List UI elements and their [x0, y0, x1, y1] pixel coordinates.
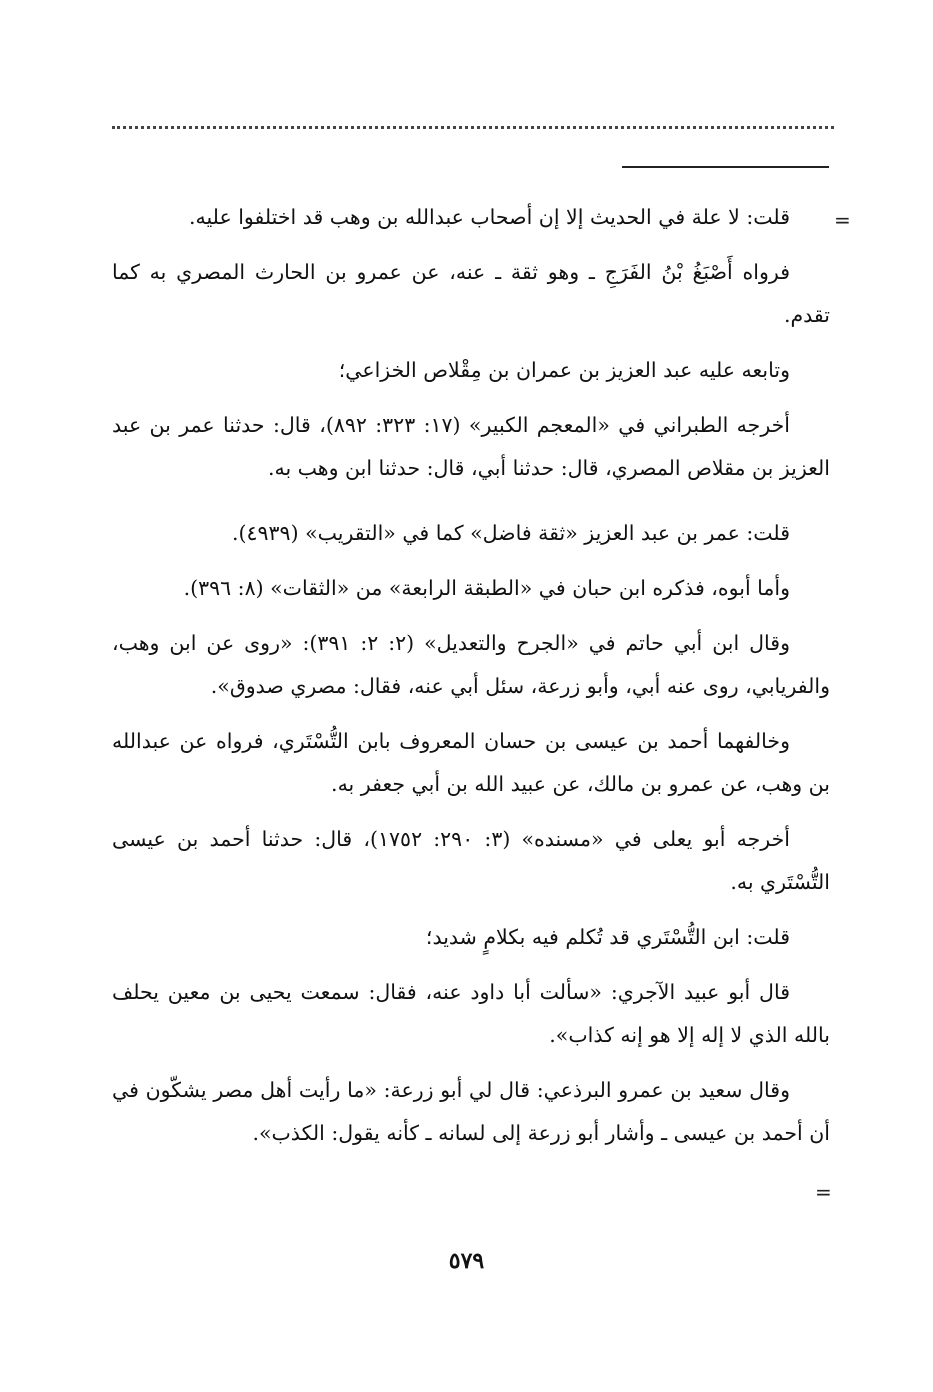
paragraph-12: وقال سعيد بن عمرو البرذعي: قال لي أبو زرعة: «ما رأيت أهل مصر يشكّون في أن أحمد بن عيسى ـ وأشار أبو زرعة إلى لسانه ـ كأنه يقول: الكذب». [112, 1078, 830, 1145]
paragraph-3: وتابعه عليه عبد العزيز بن عمران بن مِقْلاص الخزاعي؛ [338, 358, 790, 382]
paragraph-5: قلت: عمر بن عبد العزيز «ثقة فاضل» كما في «التقريب» (٤٩٣٩). [232, 521, 790, 545]
paragraph-7: وقال ابن أبي حاتم في «الجرح والتعديل» (٢: ٢: ٣٩١): «روى عن ابن وهب، والفريابي، روى عنه أبي، وأبو زرعة، سئل أبي عنه، فقال: مصري صدوق». [112, 631, 830, 698]
paragraph-9: أخرجه أبو يعلى في «مسنده» (٣: ٢٩٠: ١٧٥٢)، قال: حدثنا أحمد بن عيسى التُّسْتَري به. [112, 827, 830, 894]
paragraph-2: فرواه أَصْبَغُ بْنُ الفَرَجِ ـ وهو ثقة ـ عنه، عن عمرو بن الحارث المصري به كما تقدم. [112, 260, 830, 327]
paragraph-11: قال أبو عبيد الآجري: «سألت أبا داود عنه، فقال: سمعت يحيى بن معين يحلف بالله الذي لا إله إلا هو إنه كذاب». [112, 980, 830, 1047]
paragraph-8: وخالفهما أحمد بن عيسى بن حسان المعروف بابن التُّسْتَري، فرواه عن عبدالله بن وهب، عن عمرو بن مالك، عن عبيد الله بن أبي جعفر به. [112, 729, 830, 796]
dotted-separator [112, 126, 834, 129]
footnote-body [112, 196, 830, 1167]
continued-mark: = [834, 208, 851, 232]
page-number: ٥٧٩ [448, 1248, 485, 1274]
footnote-rule [622, 166, 829, 168]
paragraph-4: أخرجه الطبراني في «المعجم الكبير» (١٧: ٣٢٣: ٨٩٢)، قال: حدثنا عمر بن عبد العزيز بن مقلاص المصري، قال: حدثنا أبي، قال: حدثنا ابن وهب به. [112, 413, 830, 480]
paragraph-1: قلت: لا علة في الحديث إلا إن أصحاب عبدالله بن وهب قد اختلفوا عليه. [188, 205, 790, 229]
paragraph-6: وأما أبوه، فذكره ابن حبان في «الطبقة الرابعة» من «الثقات» (٨: ٣٩٦). [183, 576, 790, 600]
continues-mark: = [815, 1180, 832, 1204]
paragraph-10: قلت: ابن التُّسْتَري قد تُكلم فيه بكلامٍ شديد؛ [425, 925, 790, 949]
